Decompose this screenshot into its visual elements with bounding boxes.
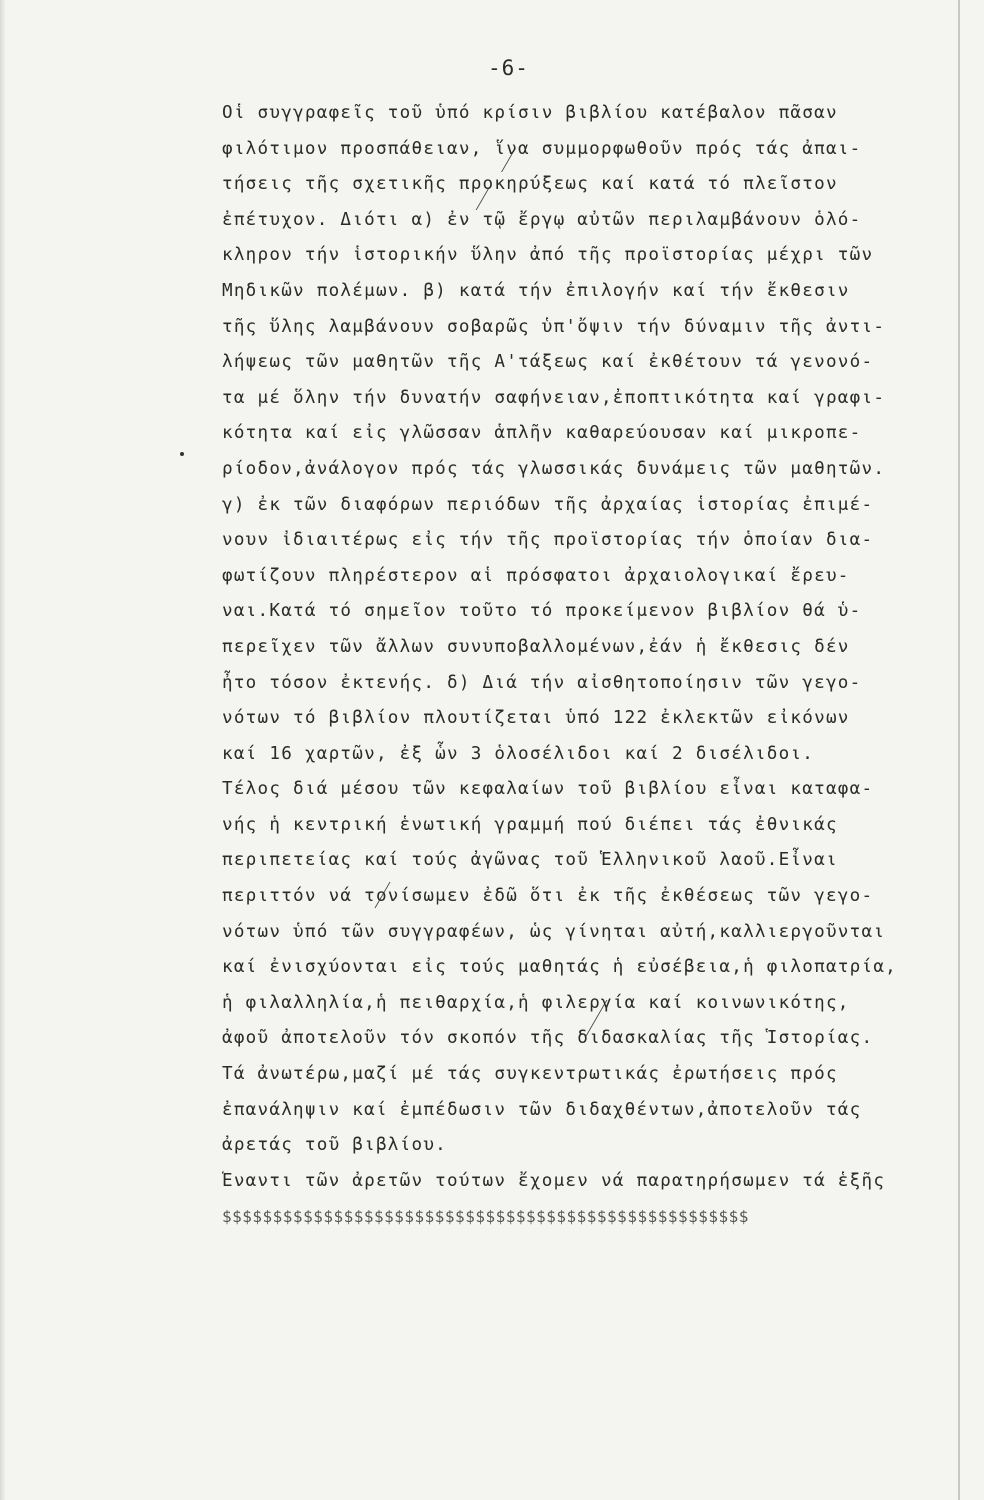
text-line: λήψεως τῶν μαθητῶν τῆς Α'τάξεως καί ἐκθέτουν τά γενονό- [222,352,874,373]
text-line: τῆς ὕλης λαμβάνουν σοβαρῶς ὑπ'ὄψιν τήν δύναμιν τῆς ἀντι- [222,316,886,337]
text-line: τήσεις τῆς σχετικῆς προκηρύξεως καί κατά τό πλεῖστον [222,174,838,195]
text-line: φιλότιμον προσπάθειαν, ἵνα συμμορφωθοῦν πρός τάς ἀπαι- [222,138,862,159]
text-line: νής ἡ κεντρική ἑνωτική γραμμή πού διέπει τάς ἐθνικάς [222,814,838,835]
text-line: φωτίζουν πληρέστερον αἱ πρόσφατοι ἀρχαιολογικαί ἔρευ- [222,565,850,586]
text-line: νουν ἰδιαιτέρως εἰς τήν τῆς προϊστορίας τήν ὁποίαν δια- [222,530,874,551]
text-line: ἡ φιλαλληλία,ἡ πειθαρχία,ἡ φιλεργία καί κοινωνικότης, [222,992,850,1013]
struck-out-line: $$$$$$$$$$$$$$$$$$$$$$$$$$$$$$$$$$$$$$$$$$$$$$$$$$$$ [222,1207,749,1227]
text-line: Οἱ συγγραφεῖς τοῦ ὑπό κρίσιν βιβλίου κατέβαλον πᾶσαν [222,103,838,123]
stray-mark-dot [180,452,184,456]
text-line: Ἔναντι τῶν ἀρετῶν τούτων ἔχομεν νά παρατηρήσωμεν τά ἑξῆς [222,1170,886,1191]
text-line: περεῖχεν τῶν ἄλλων συνυποβαλλομένων,ἐάν ἡ ἔκθεσις δέν [222,636,850,657]
text-line: κληρον τήν ἱστορικήν ὕλην ἀπό τῆς προϊστορίας μέχρι τῶν [222,245,874,266]
scan-edge-shadow [0,0,6,1500]
text-line: καί ἐνισχύονται εἰς τούς μαθητάς ἡ εὐσέβεια,ἡ φιλοπατρία, [222,957,898,978]
text-line: Μηδικῶν πολέμων. β) κατά τήν ἐπιλογήν καί τήν ἔκθεσιν [222,280,850,301]
text-line: κότητα καί εἰς γλῶσσαν ἁπλῆν καθαρεύουσαν καί μικροπε- [222,423,862,444]
text-line: γ) ἐκ τῶν διαφόρων περιόδων τῆς ἀρχαίας ἱστορίας ἐπιμέ- [222,494,874,515]
text-line: τα μέ ὅλην τήν δυνατήν σαφήνειαν,ἐποπτικότητα καί γραφι- [222,387,886,408]
text-line: ἀρετάς τοῦ βιβλίου. [222,1135,448,1156]
text-line: περιττόν νά τονίσωμεν ἐδῶ ὅτι ἐκ τῆς ἐκθέσεως τῶν γεγο- [222,886,874,907]
text-line: Τέλος διά μέσου τῶν κεφαλαίων τοῦ βιβλίου εἶναι καταφα- [222,779,874,800]
body-text [222,96,962,1235]
text-line: καί 16 χαρτῶν, ἐξ ὧν 3 ὁλοσέλιδοι καί 2 δισέλιδοι. [222,743,815,764]
text-line: ἐπανάληψιν καί ἐμπέδωσιν τῶν διδαχθέντων,ἀποτελοῦν τάς [222,1099,862,1120]
page-number: -6- [488,56,529,80]
text-line: Τά ἀνωτέρω,μαζί μέ τάς συγκεντρωτικάς ἐρωτήσεις πρός [222,1064,838,1085]
text-line: νότων τό βιβλίον πλουτίζεται ὑπό 122 ἐκλεκτῶν εἰκόνων [222,708,850,729]
text-line: περιπετείας καί τούς ἀγῶνας τοῦ Ἑλληνικοῦ λαοῦ.Εἶναι [222,850,838,871]
text-line: ναι.Κατά τό σημεῖον τοῦτο τό προκείμενον βιβλίον θά ὑ- [222,601,862,622]
text-line: ἀφοῦ ἀποτελοῦν τόν σκοπόν τῆς διδασκαλίας τῆς Ἱστορίας. [222,1028,874,1049]
text-line: ἐπέτυχον. Διότι α) ἐν τῷ ἔργῳ αὐτῶν περιλαμβάνουν ὁλό- [222,209,862,230]
text-line: ἦτο τόσον ἐκτενής. δ) Διά τήν αἰσθητοποίησιν τῶν γεγο- [222,672,862,693]
text-line: νότων ὑπό τῶν συγγραφέων, ὡς γίνηται αὐτή,καλλιεργοῦνται [222,921,886,942]
text-line: ρίοδον,ἀνάλογον πρός τάς γλωσσικάς δυνάμεις τῶν μαθητῶν. [222,458,886,479]
